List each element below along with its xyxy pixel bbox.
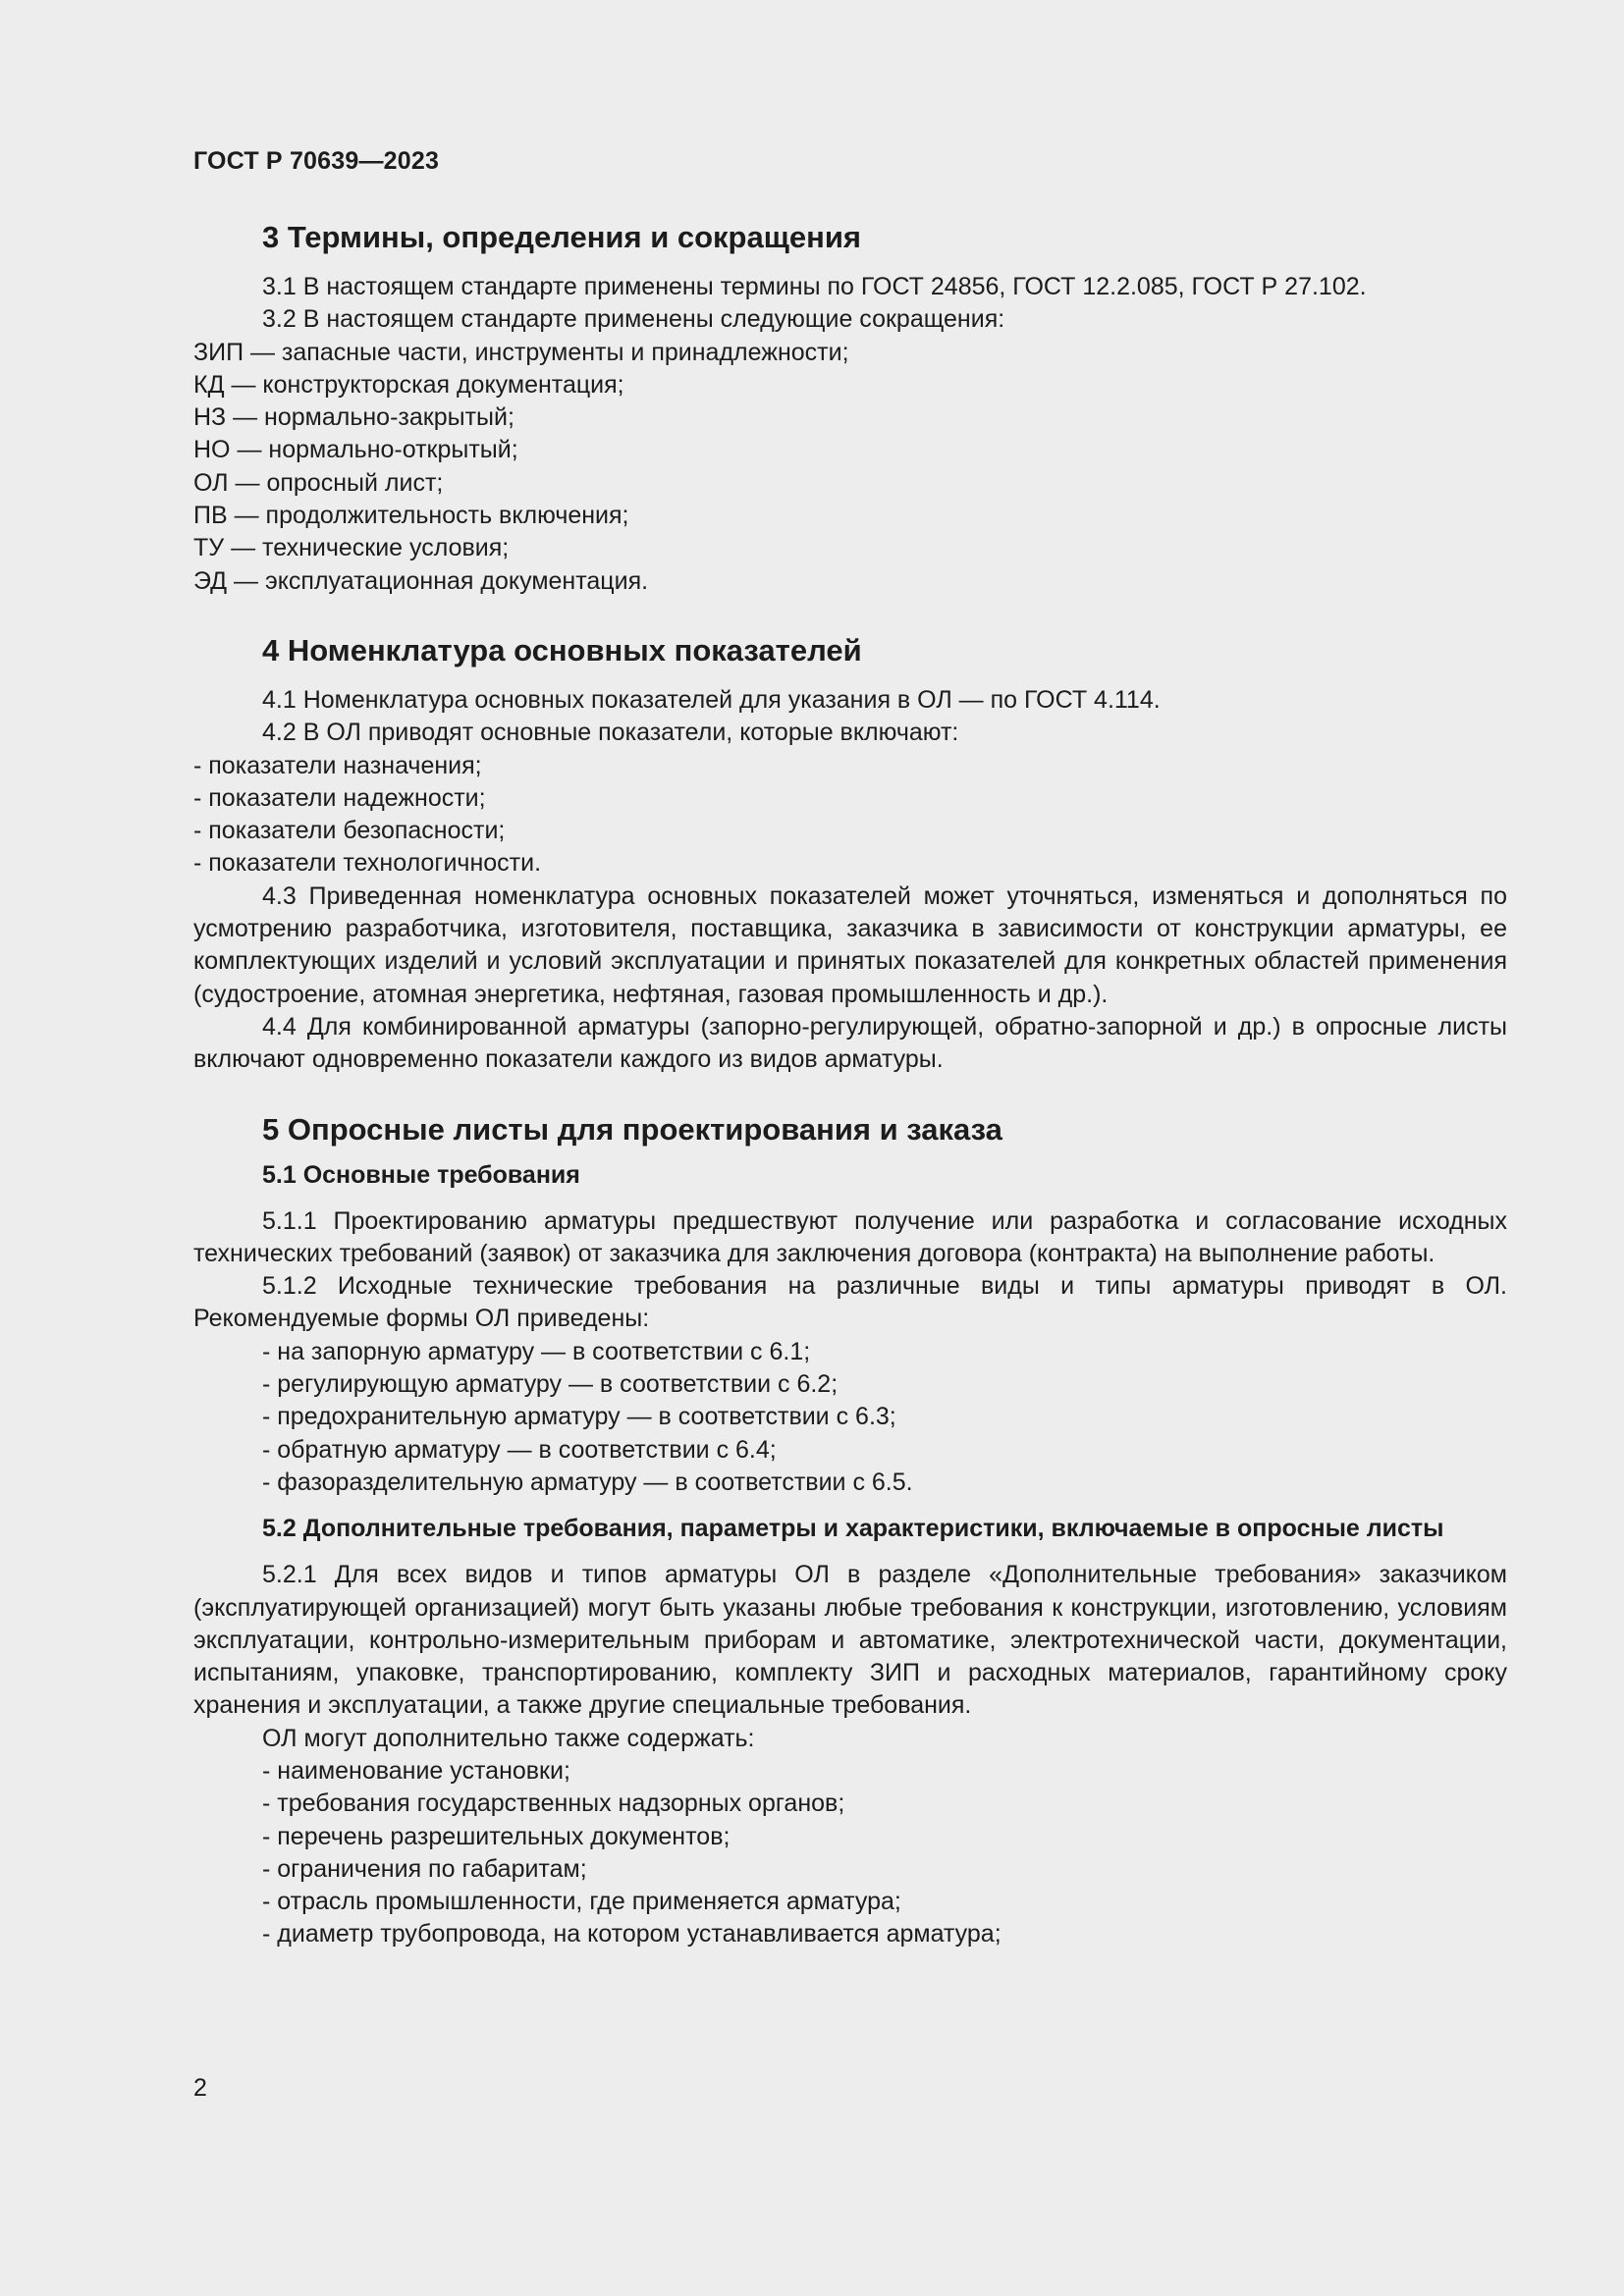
abbreviation-line: ТУ — технические условия; <box>193 534 510 562</box>
list-item: - наименование установки; <box>262 1756 570 1785</box>
list-item: - перечень разрешительных документов; <box>262 1822 731 1850</box>
section-5-title: 5 Опросные листы для проектирования и заказа <box>262 1111 1002 1147</box>
list-item: - показатели технологичности. <box>193 849 542 878</box>
list-item: - показатели надежности; <box>193 783 486 812</box>
section-4-body <box>193 684 1507 1077</box>
subsection-5-2-title: 5.2 Дополнительные требования, параметры и характеристики, включаемые в опросные листы <box>262 1515 1444 1543</box>
term-line: 3.2 В настоящем стандарте применены следующие сокращения: <box>262 305 1005 334</box>
term-line: 3.1 В настоящем стандарте применены термины по ГОСТ 24856, ГОСТ 12.2.085, ГОСТ Р 27.102. <box>262 273 1367 300</box>
abbreviation-line: ЗИП — запасные части, инструменты и принадлежности; <box>193 338 849 366</box>
abbreviation-line: КД — конструкторская документация; <box>193 370 624 399</box>
clause-line: 4.2 В ОЛ приводят основные показатели, которые включают: <box>262 719 959 747</box>
list-item: - регулирующую арматуру — в соответствии с 6.2; <box>262 1370 839 1399</box>
clause-5-2-1: 5.2.1 Для всех видов и типов арматуры ОЛ в разделе «Дополнительные требования» заказчиком (эксплуатирующей организацией) могут быть указаны любые требования к конструкции, изготовлению, условиям эксплуатации, контрольно-измерительным приборам и автоматике, электротехнической части, документации, испытаниям, упаковке, транспортированию, комплекту ЗИП и расходных материалов, гарантийному сроку хранения и эксплуатации, а также другие специальные требования. <box>193 1561 1507 1720</box>
page-number: 2 <box>193 2074 207 2102</box>
subsection-5-1-body <box>193 1205 1507 1500</box>
list-item: - ограничения по габаритам; <box>262 1854 587 1883</box>
subsection-5-1-title: 5.1 Основные требования <box>262 1160 580 1189</box>
section-4-title: 4 Номенклатура основных показателей <box>262 632 862 667</box>
section-3-body <box>193 271 1507 598</box>
subsection-5-2-body <box>193 1559 1507 1951</box>
list-item: - диаметр трубопровода, на котором устанавливается арматура; <box>262 1920 1001 1949</box>
list-item: - показатели назначения; <box>193 751 482 779</box>
abbreviation-line: НО — нормально-открытый; <box>193 436 518 464</box>
clause-4-4: 4.4 Для комбинированной арматуры (запорно-регулирующей, обратно-запорной и др.) в опросные листы включают одновременно показатели каждого из видов арматуры. <box>193 1012 1507 1074</box>
abbreviation-line: ЭД — эксплуатационная документация. <box>193 566 649 595</box>
list-item: - на запорную арматуру — в соответствии с 6.1; <box>262 1337 811 1365</box>
list-item: - требования государственных надзорных органов; <box>262 1789 845 1818</box>
clause-5-1-2: 5.1.2 Исходные технические требования на различные виды и типы арматуры приводят в ОЛ. Рекомендуемые формы ОЛ приведены: <box>193 1272 1507 1333</box>
list-item: - отрасль промышленности, где применяется арматура; <box>262 1888 901 1916</box>
clause-4-3: 4.3 Приведенная номенклатура основных показателей может уточняться, изменяться и дополняться по усмотрению разработчика, изготовителя, поставщика, заказчика в зависимости от конструкции арматуры, ее комплектующих изделий и условий эксплуатации и принятых показателей для конкретных областей применения (судостроение, атомная энергетика, нефтяная, газовая промышленность и др.). <box>193 881 1507 1008</box>
abbreviation-line: ОЛ — опросный лист; <box>193 468 444 497</box>
list-item: - показатели безопасности; <box>193 817 506 845</box>
section-3-title: 3 Термины, определения и сокращения <box>262 220 861 254</box>
abbreviation-line: НЗ — нормально-закрытый; <box>193 403 514 432</box>
document-code-header: ГОСТ Р 70639—2023 <box>193 147 440 175</box>
abbreviation-line: ПВ — продолжительность включения; <box>193 502 629 530</box>
list-item: - обратную арматуру — в соответствии с 6.4; <box>262 1435 777 1464</box>
list-item: - предохранительную арматуру — в соответствии с 6.3; <box>262 1403 896 1431</box>
intro-line: ОЛ могут дополнительно также содержать: <box>262 1724 755 1752</box>
clause-line: 4.1 Номенклатура основных показателей для указания в ОЛ — по ГОСТ 4.114. <box>262 685 1161 714</box>
page-content <box>193 218 1507 1951</box>
list-item: - фазоразделительную арматуру — в соответствии с 6.5. <box>262 1468 913 1496</box>
clause-5-1-1: 5.1.1 Проектированию арматуры предшествуют получение или разработка и согласование исходных технических требований (заявок) от заказчика для заключения договора (контракта) на выполнение работы. <box>193 1206 1507 1267</box>
